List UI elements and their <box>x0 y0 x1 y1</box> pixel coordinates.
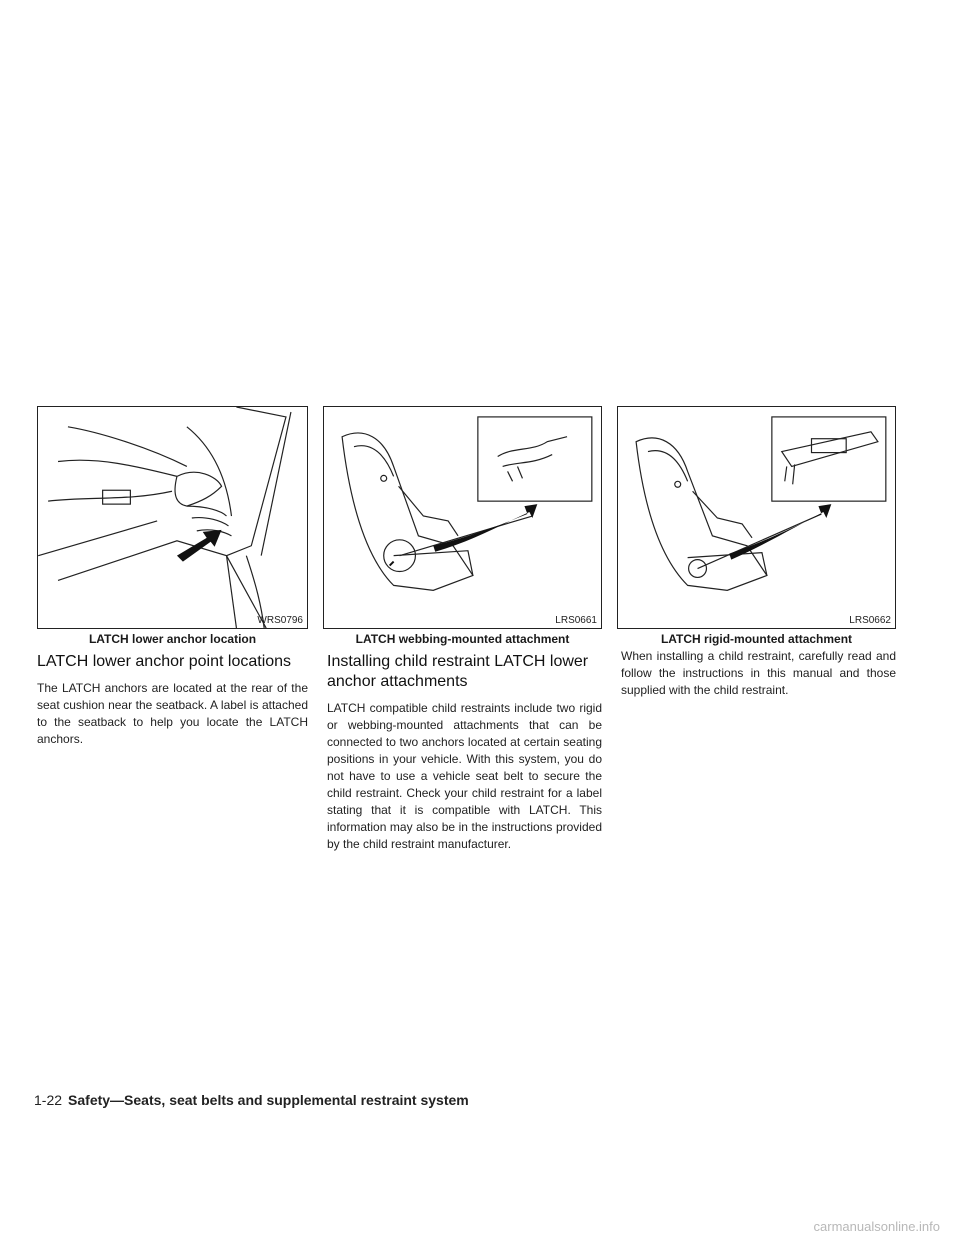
column-3 <box>621 648 896 699</box>
figure-webbing-attachment <box>323 406 602 629</box>
column-2 <box>327 652 602 853</box>
section-title: Safety—Seats, seat belts and supplemental restraint system <box>68 1092 469 1108</box>
section-body: The LATCH anchors are located at the rear of the seat cushion near the seatback. A label is attached to the seatback to help you locate the LATCH anchors. <box>37 681 308 746</box>
watermark: carmanualsonline.info <box>813 1219 940 1234</box>
figure-code: WRS0796 <box>257 615 303 626</box>
section-heading: Installing child restraint LATCH lower anchor attachments <box>327 653 589 690</box>
section-heading: LATCH lower anchor point locations <box>37 653 292 670</box>
figure-caption: LATCH lower anchor location <box>88 632 257 646</box>
figure-rigid-attachment <box>617 406 896 629</box>
section-body: LATCH compatible child restraints include two rigid or webbing-mounted attachments that can be connected to two anchors located at certain seating positions in your vehicle. With this system, you do not have to use a vehicle seat belt to secure the child restraint. Check your child restraint for a label stating that it is compatible with LATCH. This information may also be in the instructions provided by the child restraint manufacturer. <box>327 701 602 851</box>
figure-caption: LATCH webbing-mounted attachment <box>355 632 570 646</box>
figure-lower-anchor-location <box>37 406 308 629</box>
latch-rigid-illustration <box>618 407 895 628</box>
column-1 <box>37 652 308 748</box>
figure-code: LRS0662 <box>849 615 891 626</box>
latch-lower-anchor-illustration <box>38 407 307 628</box>
figure-code: LRS0661 <box>555 615 597 626</box>
page-footer <box>34 1092 469 1108</box>
section-body: When installing a child restraint, carefully read and follow the instructions in this manual and those supplied with the child restraint. <box>621 649 896 697</box>
latch-webbing-illustration <box>324 407 601 628</box>
figure-caption: LATCH rigid-mounted attachment <box>660 632 853 646</box>
page-number: 1-22 <box>34 1092 63 1108</box>
